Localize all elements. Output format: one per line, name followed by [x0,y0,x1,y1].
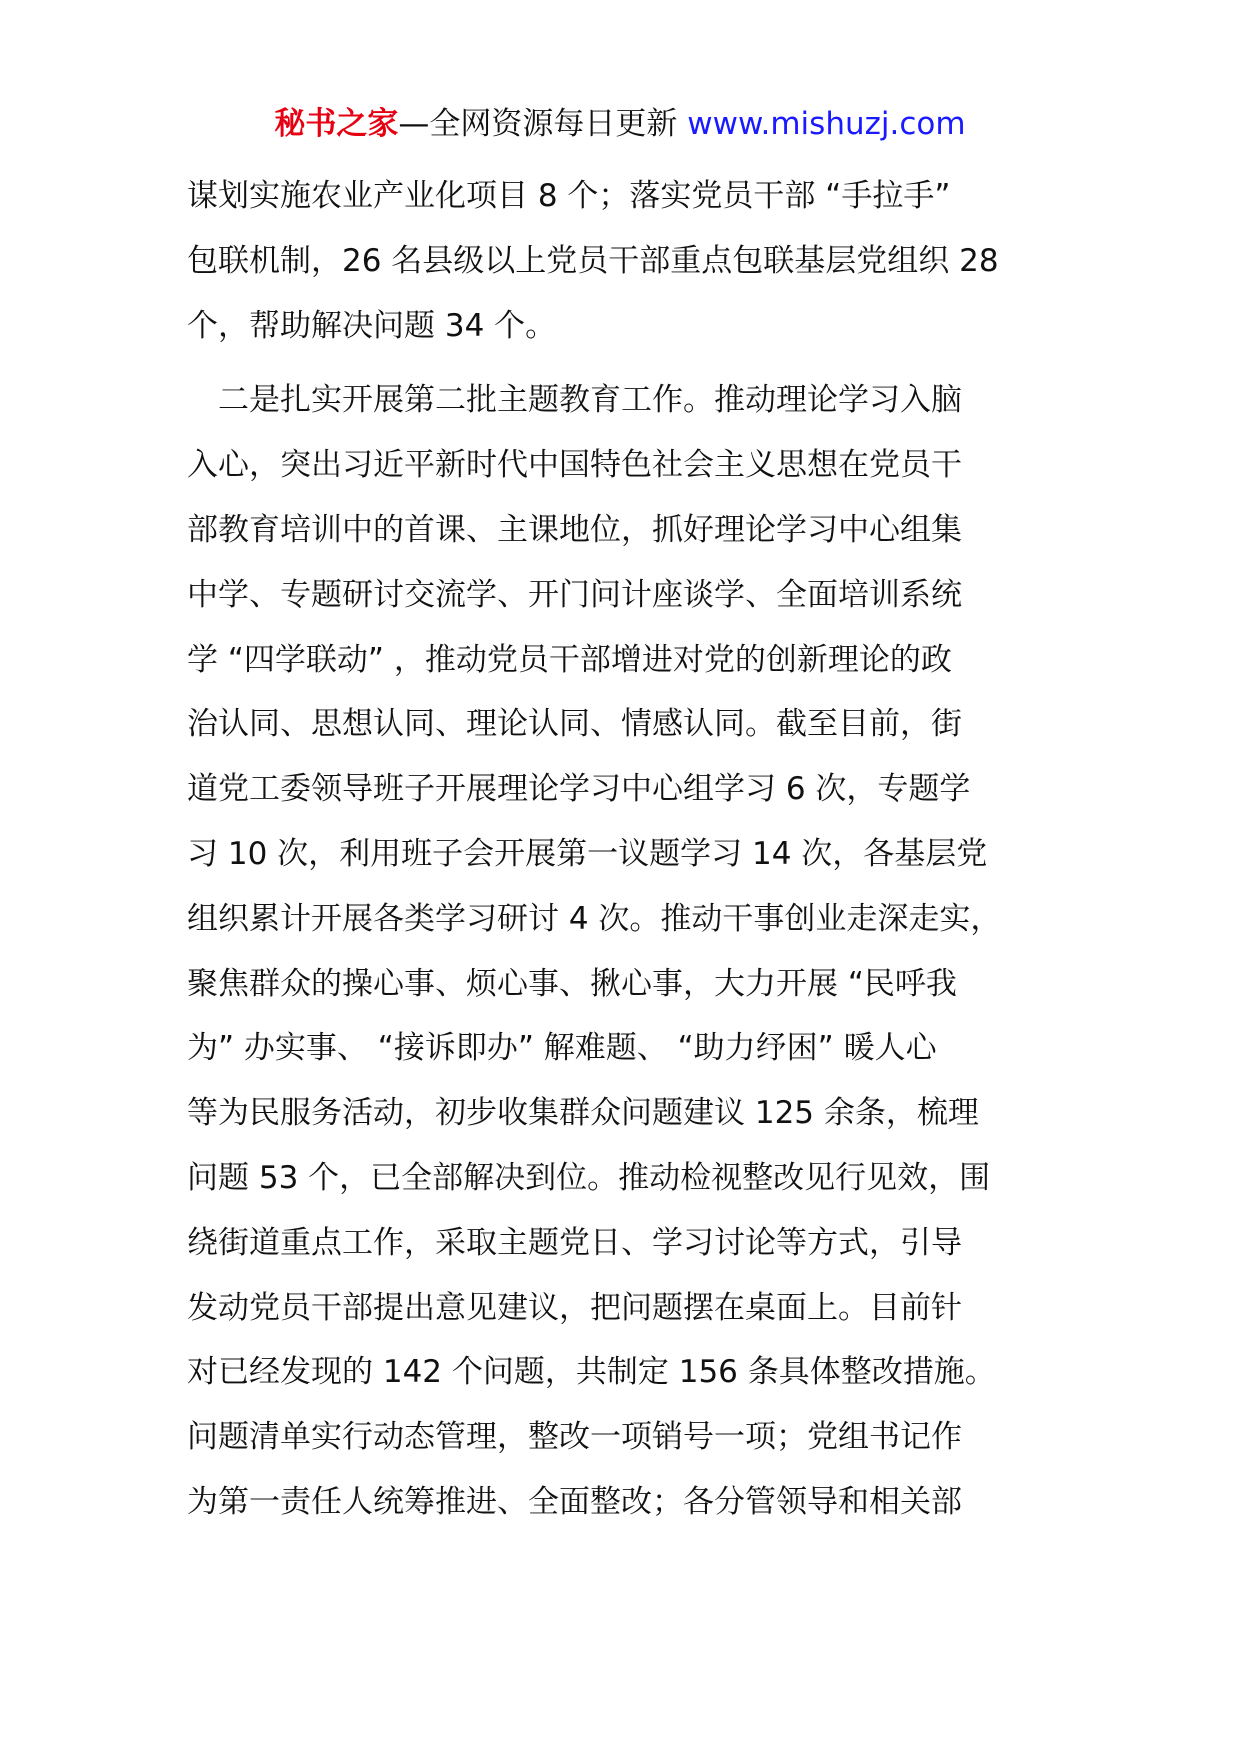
text-line: 发动党员干部提出意见建议，把问题摆在桌面上。目前针 [187,1289,962,1326]
text-line: 绕街道重点工作，采取主题党日、学习讨论等方式，引导 [187,1224,962,1261]
paragraph-1 [187,164,1067,358]
text-line: 对已经发现的 142 个问题，共制定 156 条具体整改措施。 [187,1354,996,1391]
text-line: 个，帮助解决问题 34 个。 [187,307,557,344]
text-line: 治认同、思想认同、理论认同、情感认同。截至目前，街 [187,706,962,743]
text-line: 中学、专题研讨交流学、开门问计座谈学、全面培训系统 [187,576,962,613]
text-line: 部教育培训中的首课、主课地位，抓好理论学习中心组集 [187,511,962,548]
page-header [0,100,1240,148]
header-brand: 秘书之家 [274,106,399,142]
header-url[interactable]: www.mishuzj.com [687,106,966,142]
text-line: 包联机制，26 名县级以上党员干部重点包联基层党组织 28 [187,242,999,279]
text-line: 为第一责任人统筹推进、全面整改；各分管领导和相关部 [187,1483,962,1520]
text-line: 谋划实施农业产业化项目 8 个；落实党员干部 “手拉手” [187,178,951,214]
text-line: 二是扎实开展第二批主题教育工作。推动理论学习入脑 [187,382,962,419]
text-line: 问题 53 个，已全部解决到位。推动检视整改见行见效，围 [187,1159,991,1196]
header-tagline: —全网资源每日更新 [398,106,688,142]
text-line: 为” 办实事、 “接诉即办” 解难题、 “助力纾困” 暖人心 [187,1030,937,1067]
text-line: 组织累计开展各类学习研讨 4 次。推动干事创业走深走实， [187,900,1002,937]
text-line: 聚焦群众的操心事、烦心事、揪心事，大力开展 “民呼我 [187,965,957,1002]
document-body [187,164,1067,1535]
text-line: 习 10 次，利用班子会开展第一议题学习 14 次，各基层党 [187,835,988,872]
text-line: 等为民服务活动，初步收集群众问题建议 125 余条，梳理 [187,1095,979,1132]
text-line: 入心，突出习近平新时代中国特色社会主义思想在党员干 [187,447,962,484]
text-line: 学 “四学联动” ，推动党员干部增进对党的创新理论的政 [187,641,952,678]
text-line: 问题清单实行动态管理，整改一项销号一项；党组书记作 [187,1419,962,1456]
paragraph-2 [187,368,1067,1534]
text-line: 道党工委领导班子开展理论学习中心组学习 6 次，专题学 [187,771,971,808]
